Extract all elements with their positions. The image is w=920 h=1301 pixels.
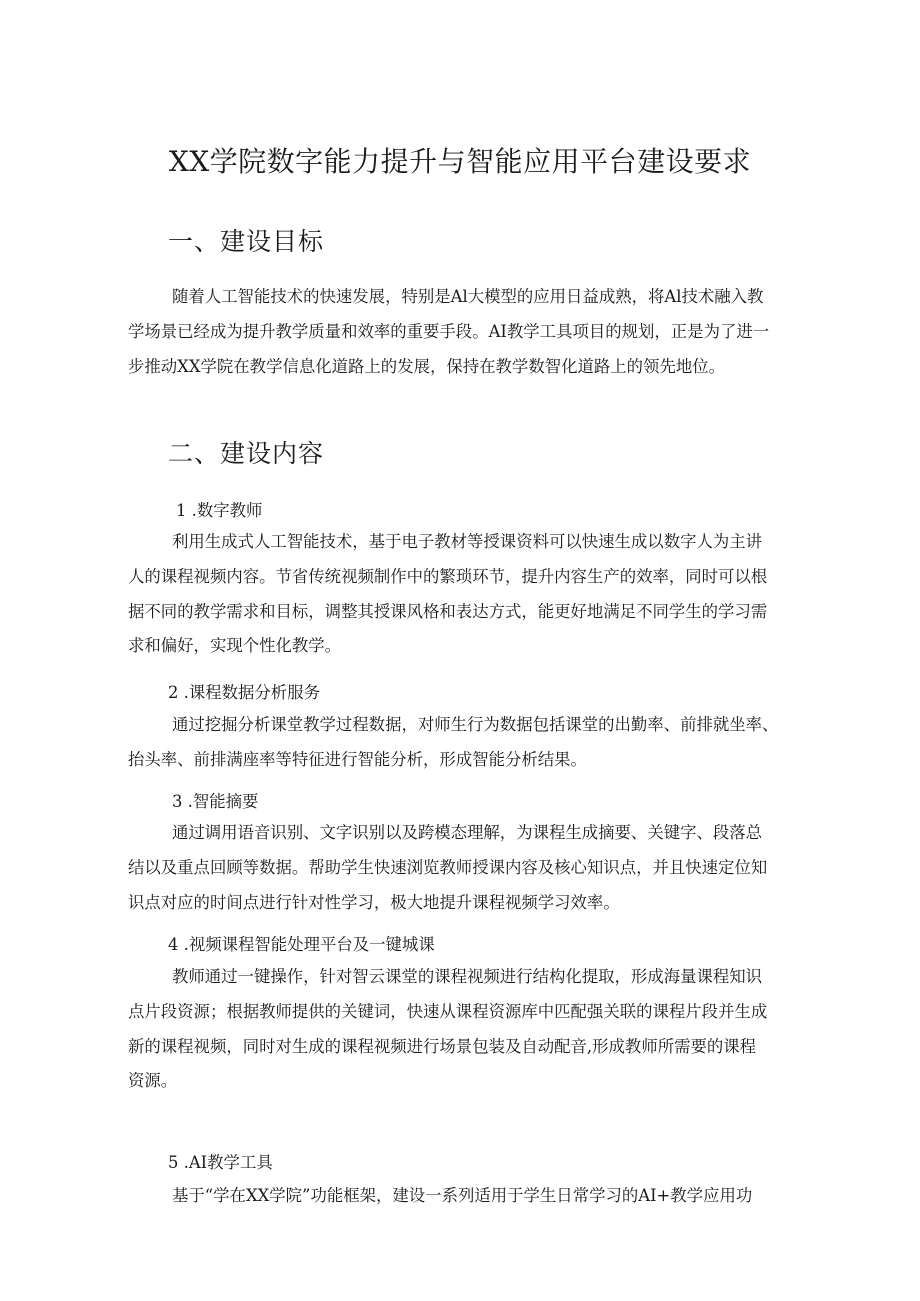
item-label-video-platform: 4 .视频课程智能处理平台及一键城课 bbox=[168, 935, 435, 954]
video-platform-paragraph bbox=[128, 960, 800, 1099]
paragraph-line: 利用生成式人工智能技术，基于电子教材等授课资料可以快速生成以数字人为主讲 bbox=[172, 532, 763, 551]
paragraph-line: 通过调用语音识别、文字识别以及跨模态理解，为课程生成摘要、关键字、段落总 bbox=[172, 823, 763, 842]
item-label-data-analysis: 2 .课程数据分析服务 bbox=[168, 683, 320, 702]
paragraph-line: 识点对应的时间点进行针对性学习，极大地提升课程视频学习效率。 bbox=[128, 892, 620, 912]
data-analysis-paragraph bbox=[128, 708, 800, 778]
paragraph-line: 结以及重点回顾等数据。帮助学生快速浏览教师授课内容及核心知识点，并且快速定位知 bbox=[128, 857, 768, 877]
paragraph-line: 学场景已经成为提升教学质量和效率的重要手段。AI教学工具项目的规划，正是为了进一 bbox=[128, 321, 770, 341]
digital-teacher-paragraph bbox=[128, 525, 800, 664]
paragraph-line: 求和偏好，实现个性化教学。 bbox=[128, 636, 342, 656]
goals-paragraph bbox=[128, 280, 800, 384]
paragraph-line: 通过挖掘分析课堂教学过程数据，对师生行为数据包括课堂的出勤率、前排就坐率、 bbox=[172, 715, 779, 734]
paragraph-line: 资源。 bbox=[128, 1071, 178, 1091]
document-title: XX学院数字能力提升与智能应用平台建设要求 bbox=[168, 145, 752, 178]
item-label-ai-tools: 5 .AI教学工具 bbox=[168, 1153, 273, 1172]
item-label-digital-teacher: 1 .数字教师 bbox=[176, 501, 263, 520]
paragraph-line: 点片段资源；根据教师提供的关键词，快速从课程资源库中匹配强关联的课程片段并生成 bbox=[128, 1001, 768, 1021]
item-label-smart-summary: 3 .智能摘要 bbox=[172, 792, 259, 811]
paragraph-line: 抬头率、前排满座率等特征进行智能分析，形成智能分析结果。 bbox=[128, 749, 587, 769]
paragraph-line: 基于“学在XX学院”功能框架，建设一系列适用于学生日常学习的AI+教学应用功 bbox=[172, 1186, 753, 1205]
paragraph-line: 步推动XX学院在教学信息化道路上的发展，保持在教学数智化道路上的领先地位。 bbox=[128, 356, 726, 376]
paragraph-line: 教师通过一键操作，针对智云课堂的课程视频进行结构化提取，形成海量课程知识 bbox=[172, 967, 763, 986]
ai-tools-paragraph bbox=[128, 1179, 800, 1214]
section-heading-goals: 一、建设目标 bbox=[168, 227, 325, 256]
paragraph-line: 人的课程视频内容。节省传统视频制作中的繁琐环节，提升内容生产的效率，同时可以根 bbox=[128, 566, 768, 586]
smart-summary-paragraph bbox=[128, 816, 800, 920]
paragraph-line: 新的课程视频，同时对生成的课程视频进行场景包装及自动配音,形成教师所需要的课程 bbox=[128, 1036, 757, 1056]
paragraph-line: 据不同的教学需求和目标，调整其授课风格和表达方式，能更好地满足不同学生的学习需 bbox=[128, 601, 768, 621]
paragraph-line: 随着人工智能技术的快速发展，特别是Al大模型的应用日益成熟，将Al技术融入教 bbox=[172, 287, 764, 306]
section-heading-content: 二、建设内容 bbox=[168, 439, 325, 468]
